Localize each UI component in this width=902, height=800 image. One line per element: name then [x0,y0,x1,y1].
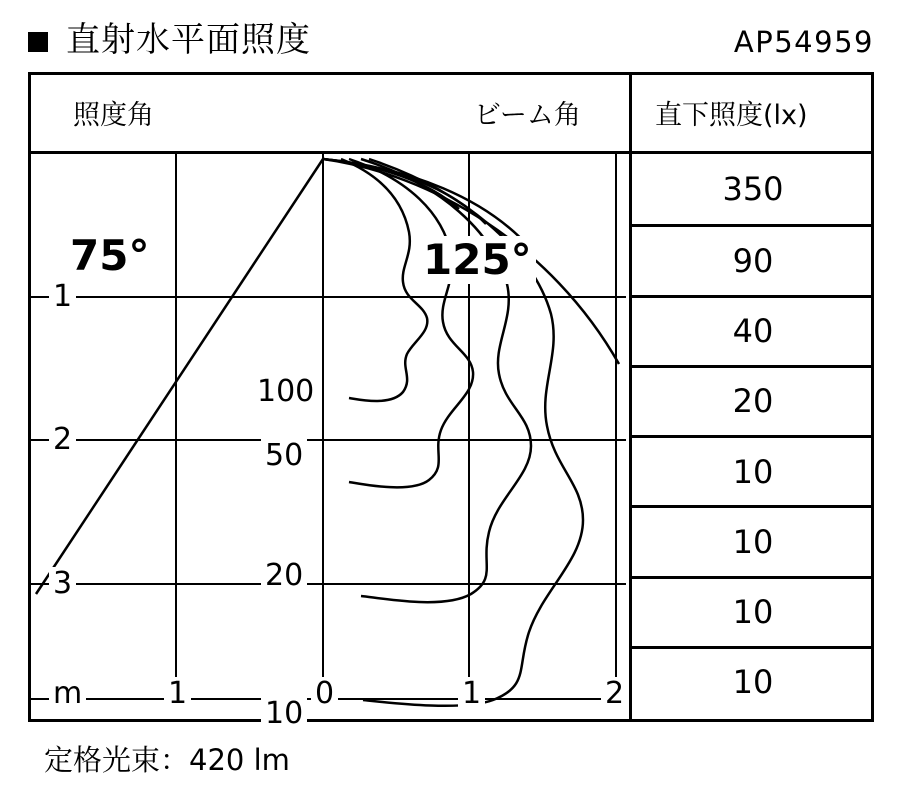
table-row [632,154,874,224]
illuminance-value: 350 [722,170,784,209]
page-header [28,18,874,64]
contour-label-50: 50 [261,439,307,473]
table-row [632,505,874,575]
table-row [632,576,874,646]
y-tick-2: 2 [49,423,76,457]
illuminance-value: 10 [732,452,774,491]
chart-frame [28,72,874,731]
table-row [632,295,874,365]
illuminance-value: 10 [732,593,774,632]
x-tick-zero: 0 [311,677,338,711]
contour-label-100: 100 [253,375,318,409]
x-tick-right-1: 1 [458,677,485,711]
beam-angle-header: ビーム角 [474,100,581,131]
table-row [632,646,874,716]
x-tick-right-2: 2 [601,677,628,711]
illuminance-angle-header: 照度角 [73,100,154,131]
page-title: 直射水平面照度 [66,20,311,60]
illuminance-distribution-graph [31,154,626,731]
illuminance-value: 90 [732,241,774,280]
x-tick-left-1: 1 [164,677,191,711]
illuminance-value: 20 [732,382,774,421]
product-code: AP54959 [733,25,874,59]
contour-label-20: 20 [261,559,307,593]
x-axis-unit: m [49,677,86,711]
black-square-bullet-icon [28,32,48,52]
direct-illuminance-header: 直下照度(lx) [655,100,808,131]
illuminance-value: 40 [732,312,774,351]
table-row [632,365,874,435]
illuminance-value: 10 [732,663,774,702]
table-row [632,224,874,294]
beam-angle-value: 125° [419,236,536,284]
contour-label-10: 10 [261,697,307,731]
direct-illuminance-table [632,154,874,716]
y-tick-3: 3 [49,567,76,601]
rated-luminous-flux: 定格光束：420 lm [44,743,290,777]
illuminance-value: 10 [732,522,774,561]
y-tick-1: 1 [49,280,76,314]
table-row [632,435,874,505]
illuminance-angle-value: 75° [66,232,153,280]
